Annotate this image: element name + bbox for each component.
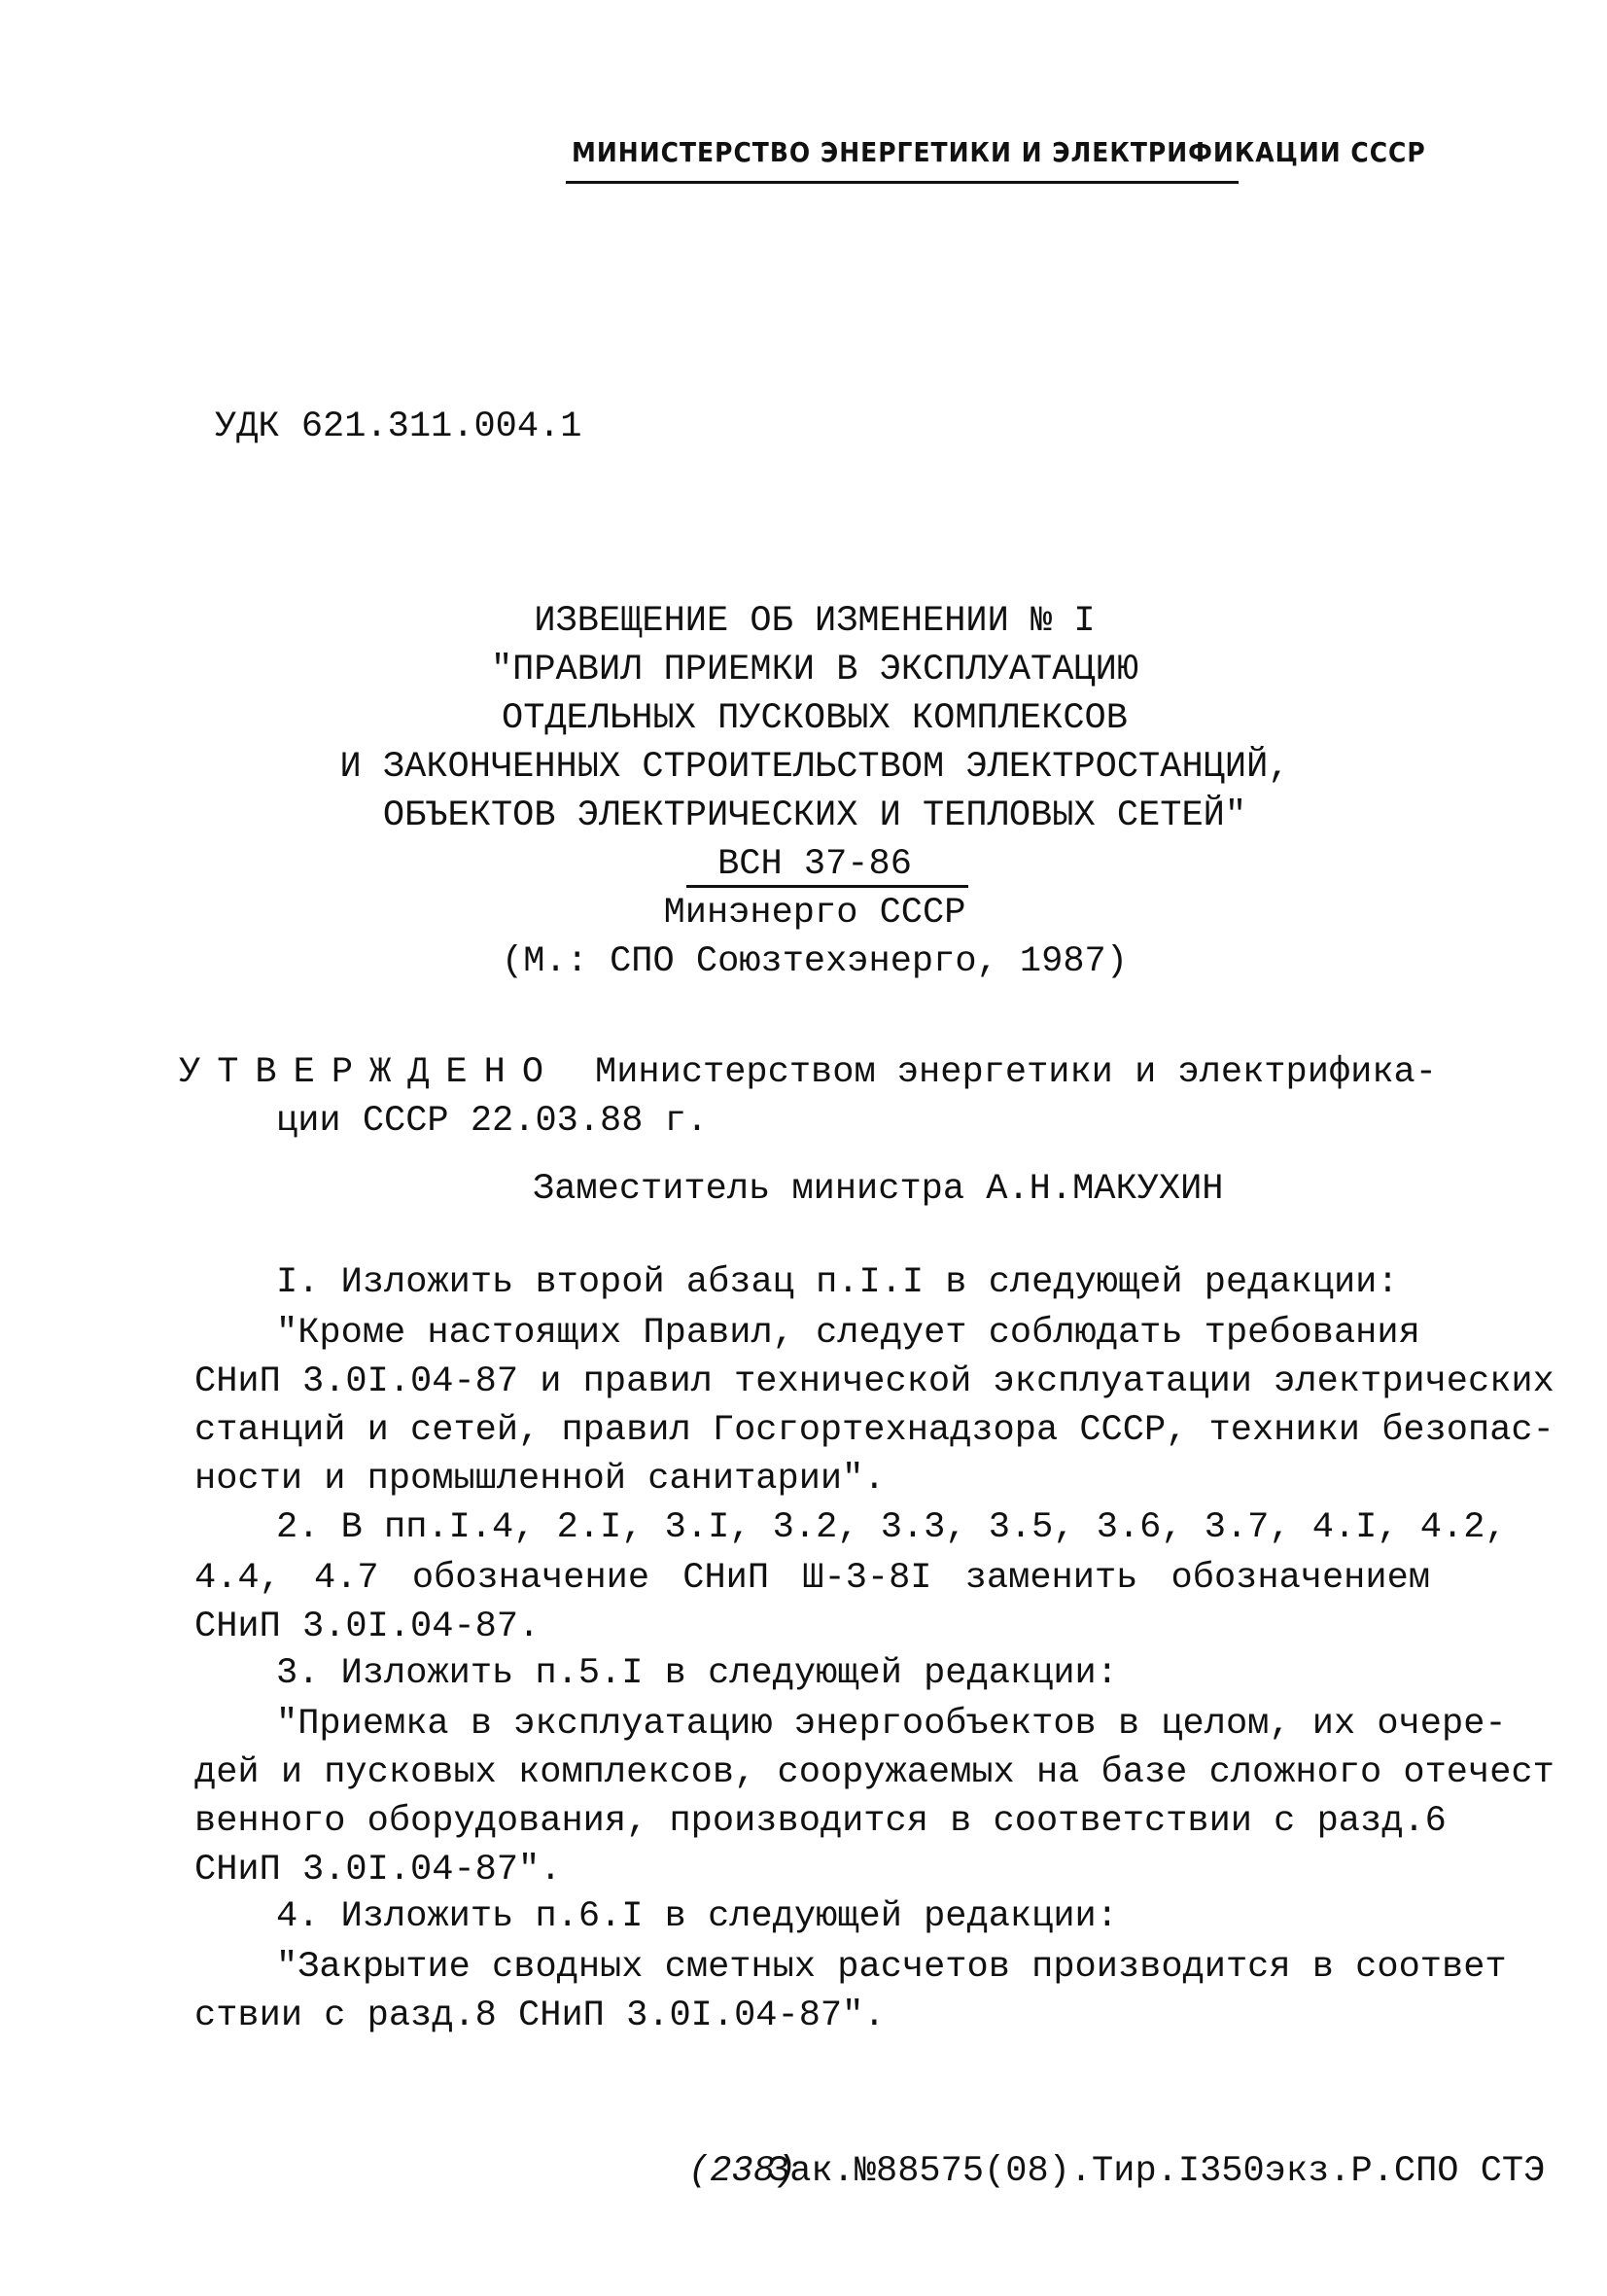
code-underline xyxy=(686,885,968,888)
document-title-line: ОБЪЕКТОВ ЭЛЕКТРИЧЕСКИХ И ТЕПЛОВЫХ СЕТЕЙ" xyxy=(382,795,1247,836)
item-2-heading: 2. В пп.I.4, 2.I, 3.I, 3.2, 3.3, 3.5, 3.6, 3.7, 4.I, 4.2, xyxy=(276,1507,1507,1548)
body-line: 4.4, 4.7 обозначение СНиП Ш-3-8I заменить обозначением xyxy=(194,1558,1430,1599)
document-code: ВСН 37-86 xyxy=(717,844,912,885)
body-line: венного оборудования, производится в соответствии с разд.6 xyxy=(194,1801,1447,1842)
body-line: ствии с разд.8 СНиП 3.0I.04-87". xyxy=(194,1996,886,2036)
body-line: СНиП 3.0I.04-87 и правил технической эксплуатации электрических xyxy=(194,1361,1555,1402)
document-title-line: И ЗАКОНЧЕННЫХ СТРОИТЕЛЬСТВОМ ЭЛЕКТРОСТАНЦИЙ, xyxy=(339,747,1290,788)
handwritten-page-number: (238) xyxy=(688,2151,797,2192)
notice-title: ИЗВЕЩЕНИЕ ОБ ИЗМЕНЕНИИ № I xyxy=(534,601,1096,642)
approved-label: УТВЕРЖДЕНО xyxy=(179,1052,561,1093)
approval-text: ции СССР 22.03.88 г. xyxy=(276,1101,709,1142)
body-line: СНиП 3.0I.04-87". xyxy=(194,1850,562,1890)
item-4-heading: 4. Изложить п.6.I в следующей редакции: xyxy=(276,1896,1118,1937)
item-3-heading: 3. Изложить п.5.I в следующей редакции: xyxy=(276,1653,1118,1694)
document-title-line: ОТДЕЛЬНЫХ ПУСКОВЫХ КОМПЛЕКСОВ xyxy=(502,698,1128,739)
signatory: Заместитель министра А.Н.МАКУХИН xyxy=(533,1169,1224,1210)
header-underline xyxy=(566,181,1239,184)
print-info: Зак.№88575(08).Тир.I350экз.Р.СПО СТЭ xyxy=(768,2151,1546,2192)
body-line: "Приемка в эксплуатацию энергообъектов в целом, их очере- xyxy=(276,1704,1507,1745)
item-1-heading: I. Изложить второй абзац п.I.I в следующей редакции: xyxy=(276,1262,1399,1303)
body-line: ности и промышленной санитарии". xyxy=(194,1459,886,1500)
issuer: Минэнерго СССР xyxy=(663,893,966,934)
body-line: станций и сетей, правил Госгортехнадзора СССР, техники безопас- xyxy=(194,1410,1555,1451)
body-line: "Закрытие сводных сметных расчетов производится в соответ xyxy=(276,1947,1507,1988)
body-line: дей и пусковых комплексов, сооружаемых на базе сложного отечест xyxy=(194,1752,1555,1793)
body-line: "Кроме настоящих Правил, следует соблюдать требования xyxy=(276,1313,1420,1354)
ministry-header: МИНИСТЕРСТВО ЭНЕРГЕТИКИ И ЭЛЕКТРИФИКАЦИИ СССР xyxy=(572,136,1426,168)
approval-text: Министерством энергетики и электрифика- xyxy=(595,1052,1437,1093)
document-title-line: "ПРАВИЛ ПРИЕМКИ В ЭКСПЛУАТАЦИЮ xyxy=(490,650,1139,690)
publisher: (М.: СПО Союзтехэнерго, 1987) xyxy=(502,941,1128,982)
udc-code: УДК 621.311.004.1 xyxy=(215,406,582,447)
body-line: СНиП 3.0I.04-87. xyxy=(194,1607,541,1647)
